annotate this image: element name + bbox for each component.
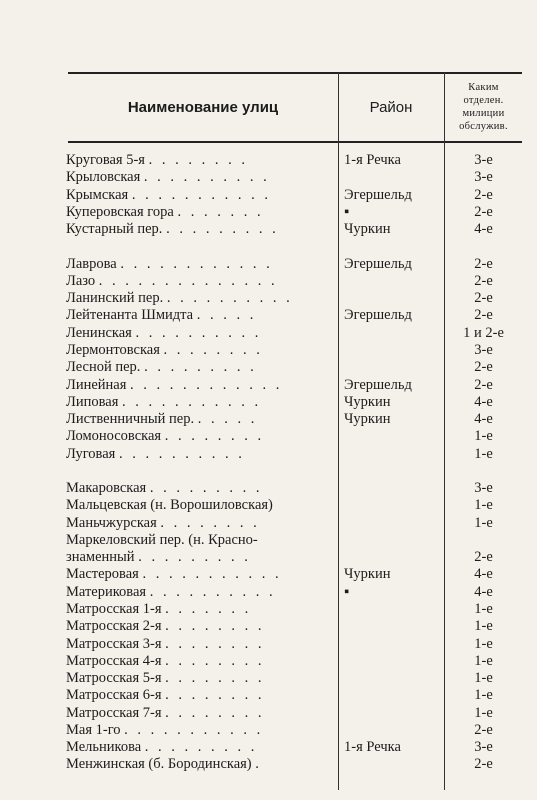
police-station-cell: 2-е bbox=[474, 186, 493, 203]
table-row bbox=[0, 653, 537, 670]
street-name bbox=[66, 325, 334, 342]
column-header-street-name: Наименование улиц bbox=[127, 98, 279, 116]
police-header-line: Каким bbox=[468, 82, 499, 93]
street-name bbox=[66, 601, 334, 618]
street-name-text: Куперовская гора bbox=[66, 203, 174, 220]
street-name-text: Лесной пер. bbox=[66, 359, 141, 376]
police-station-cell: 4-е bbox=[474, 221, 493, 238]
leader-dots: . . . . . . . . bbox=[165, 670, 265, 687]
street-name-text: Маркеловский пер. (н. Красно- bbox=[66, 531, 258, 548]
district-cell: Эгершельд bbox=[344, 186, 412, 203]
street-name bbox=[66, 497, 334, 514]
leader-dots: . . . . . . . . bbox=[165, 618, 265, 635]
police-station-cell: 2-е bbox=[474, 376, 493, 393]
table-row bbox=[0, 497, 537, 514]
street-name-text: Линейная bbox=[66, 376, 127, 393]
street-name-text: Крымская bbox=[66, 186, 129, 203]
street-name bbox=[66, 221, 334, 238]
police-station-cell: 1-е bbox=[474, 428, 493, 445]
district-cell: Эгершельд bbox=[344, 307, 412, 324]
leader-dots: . bbox=[255, 756, 262, 773]
leader-dots: . . . . . . . . . . . . bbox=[130, 376, 283, 393]
police-station-cell: 3-е bbox=[474, 169, 493, 186]
police-station-cell: 2-е bbox=[474, 549, 493, 566]
table-row bbox=[0, 394, 537, 411]
table-row bbox=[0, 256, 537, 273]
street-name-text: Круговая 5-я bbox=[66, 152, 145, 168]
leader-dots: . . . . . . . . . . . bbox=[142, 566, 282, 583]
street-name bbox=[66, 739, 334, 756]
table-row bbox=[0, 566, 537, 583]
table-row bbox=[0, 238, 537, 255]
table-row bbox=[0, 169, 537, 186]
police-station-cell: 2-е bbox=[474, 721, 493, 738]
police-station-cell: 4-е bbox=[474, 566, 493, 583]
street-name bbox=[66, 152, 334, 169]
street-name bbox=[66, 636, 334, 653]
leader-dots: . . . . . . . . . . bbox=[143, 169, 270, 186]
table-row bbox=[0, 722, 537, 739]
street-name bbox=[66, 290, 334, 307]
district-cell: 1-я Речка bbox=[344, 152, 401, 168]
street-name-text: Матросская 6-я bbox=[66, 687, 162, 704]
street-name bbox=[66, 515, 334, 532]
street-name-text: Ланинский пер. bbox=[66, 290, 164, 307]
leader-dots: . . . . . . . . bbox=[165, 704, 265, 721]
street-name-text: Мельникова bbox=[66, 739, 142, 756]
leader-dots: . . . . . . . . bbox=[163, 341, 263, 358]
leader-dots: . . . . . . . . . . . bbox=[124, 721, 264, 738]
police-station-cell: 1-е bbox=[474, 670, 493, 687]
police-station-cell: 3-е bbox=[474, 739, 493, 756]
column-header-police-station bbox=[445, 72, 522, 142]
police-station-cell: 1-е bbox=[474, 704, 493, 721]
district-cell: Чуркин bbox=[344, 411, 391, 428]
street-name bbox=[66, 273, 334, 290]
street-name bbox=[66, 169, 334, 186]
street-name-text: Лермонтовская bbox=[66, 341, 160, 358]
police-station-cell: 4-е bbox=[474, 583, 493, 600]
street-name bbox=[66, 653, 334, 670]
leader-dots: . . . . . . . . bbox=[165, 687, 265, 704]
street-name bbox=[66, 359, 334, 376]
table-row bbox=[0, 687, 537, 704]
police-station-cell: 2-е bbox=[474, 255, 493, 272]
street-name bbox=[66, 446, 334, 463]
street-name-text: Матросская 4-я bbox=[66, 652, 162, 669]
street-name bbox=[66, 480, 334, 497]
street-name-text: Матросская 3-я bbox=[66, 635, 162, 652]
leader-dots: . . . . . . . . . bbox=[166, 221, 279, 238]
table-row bbox=[0, 636, 537, 653]
table-row bbox=[0, 705, 537, 722]
street-name-text: Мальцевская (н. Ворошиловская) bbox=[66, 497, 273, 514]
table-row bbox=[0, 446, 537, 463]
street-name bbox=[66, 670, 334, 687]
leader-dots: . . . . . . . . bbox=[165, 652, 265, 669]
street-name bbox=[66, 532, 334, 549]
leader-dots: . . . . . . . . . . bbox=[149, 583, 276, 600]
street-name bbox=[66, 584, 334, 601]
street-name-text: Липовая bbox=[66, 393, 119, 410]
district-cell: Эгершельд bbox=[344, 376, 412, 393]
street-name-text: Луговая bbox=[66, 445, 116, 462]
street-name-text: Макаровская bbox=[66, 480, 147, 497]
street-name-text: Лейтенанта Шмидта bbox=[66, 307, 194, 324]
street-name bbox=[66, 618, 334, 635]
street-name-text: Лаврова bbox=[66, 255, 117, 272]
table-row bbox=[0, 549, 537, 566]
leader-dots: . . . . . bbox=[196, 307, 257, 324]
leader-dots: . . . . . . . . bbox=[160, 514, 260, 531]
column-header-district: Район bbox=[369, 98, 413, 116]
leader-dots: . . . . . . . bbox=[165, 601, 252, 618]
street-name bbox=[66, 705, 334, 722]
police-station-cell: 2-е bbox=[474, 307, 493, 324]
street-name-text: Крыловская bbox=[66, 169, 141, 186]
leader-dots: . . . . . . . . . . . bbox=[122, 393, 262, 410]
police-station-cell: 1-е bbox=[474, 445, 493, 462]
police-station-cell: 2-е bbox=[474, 756, 493, 773]
street-name-text: Матросская 5-я bbox=[66, 670, 162, 687]
street-name bbox=[66, 307, 334, 324]
street-name-text: знаменный bbox=[66, 549, 135, 566]
street-name bbox=[66, 342, 334, 359]
leader-dots: . . . . . . . . . . bbox=[118, 445, 245, 462]
table-row bbox=[0, 152, 537, 169]
table-row bbox=[0, 480, 537, 497]
street-name bbox=[66, 256, 334, 273]
table-row bbox=[0, 221, 537, 238]
police-station-cell: 3-е bbox=[474, 341, 493, 358]
street-name-text: Менжинская (б. Бородинская) bbox=[66, 756, 252, 773]
table-row bbox=[0, 273, 537, 290]
street-name bbox=[66, 187, 334, 204]
table-row bbox=[0, 377, 537, 394]
police-station-cell: 2-е bbox=[474, 203, 493, 220]
district-cell: Чуркин bbox=[344, 221, 391, 238]
street-name bbox=[66, 687, 334, 704]
police-header-line: милиции bbox=[462, 108, 505, 119]
district-cell: ▪ bbox=[344, 203, 350, 220]
table-row bbox=[0, 532, 537, 549]
district-cell: 1-я Речка bbox=[344, 739, 401, 756]
district-cell: Эгершельд bbox=[344, 255, 412, 272]
leader-dots: . . . . . . . . . . . bbox=[131, 186, 271, 203]
police-header-line: обслужив. bbox=[459, 121, 508, 132]
street-name bbox=[66, 756, 334, 773]
table-row bbox=[0, 187, 537, 204]
police-header-line: отделен. bbox=[463, 95, 504, 106]
street-name bbox=[66, 428, 334, 445]
street-name-text: Ломоносовская bbox=[66, 428, 162, 445]
table-row bbox=[0, 411, 537, 428]
police-station-cell: 1-е bbox=[474, 618, 493, 635]
police-station-cell: 1-е bbox=[474, 514, 493, 531]
street-name bbox=[66, 549, 334, 566]
table-row bbox=[0, 584, 537, 601]
street-name-text: Мастеровая bbox=[66, 566, 139, 583]
table-row bbox=[0, 618, 537, 635]
street-name bbox=[66, 566, 334, 583]
street-name-text: Материковая bbox=[66, 583, 147, 600]
police-station-cell: 1-е bbox=[474, 635, 493, 652]
street-name bbox=[66, 204, 334, 221]
leader-dots: . . . . . . . . bbox=[148, 152, 248, 168]
table-row bbox=[0, 756, 537, 773]
police-station-cell: 4-е bbox=[474, 411, 493, 428]
street-name-text: Матросская 7-я bbox=[66, 704, 162, 721]
police-station-cell: 1-е bbox=[474, 687, 493, 704]
table-row bbox=[0, 428, 537, 445]
police-station-cell: 1-е bbox=[474, 652, 493, 669]
table-row bbox=[0, 670, 537, 687]
street-name bbox=[66, 411, 334, 428]
police-station-cell: 4-е bbox=[474, 393, 493, 410]
leader-dots: . . . . . . . . . . . . bbox=[120, 255, 273, 272]
leader-dots: . . . . . . . . bbox=[164, 428, 265, 445]
table-row bbox=[0, 463, 537, 480]
street-name-text: Ленинская bbox=[66, 324, 132, 341]
district-cell: Чуркин bbox=[344, 393, 391, 410]
police-station-cell: 2-е bbox=[474, 272, 493, 289]
leader-dots: . . . . . . . . . bbox=[138, 549, 251, 566]
street-name bbox=[66, 722, 334, 739]
leader-dots: . . . . . . . bbox=[177, 203, 264, 220]
police-station-cell: 3-е bbox=[474, 480, 493, 497]
leader-dots: . . . . . . . . bbox=[165, 635, 265, 652]
table-row bbox=[0, 739, 537, 756]
leader-dots: . . . . . bbox=[197, 411, 258, 428]
street-name-text: Мая 1-го bbox=[66, 721, 121, 738]
street-name-text: Лиственничный пер. bbox=[66, 411, 195, 428]
district-cell: Чуркин bbox=[344, 566, 391, 583]
table-row bbox=[0, 325, 537, 342]
police-station-cell: 1-е bbox=[474, 601, 493, 618]
street-name-text: Кустарный пер. bbox=[66, 221, 163, 238]
leader-dots: . . . . . . . . . . bbox=[166, 290, 293, 307]
street-name bbox=[66, 377, 334, 394]
police-station-cell: 1 и 2-е bbox=[463, 324, 504, 341]
leader-dots: . . . . . . . . . . bbox=[135, 324, 262, 341]
police-station-cell: 3-е bbox=[474, 152, 493, 168]
leader-dots: . . . . . . . . . bbox=[144, 359, 257, 376]
leader-dots: . . . . . . . . . bbox=[149, 480, 263, 497]
police-station-cell: 2-е bbox=[474, 290, 493, 307]
police-station-cell: 1-е bbox=[474, 497, 493, 514]
police-station-cell: 2-е bbox=[474, 359, 493, 376]
leader-dots: . . . . . . . . . . . . . . bbox=[98, 272, 278, 289]
table-row bbox=[0, 342, 537, 359]
street-name-text: Маньчжурская bbox=[66, 514, 157, 531]
table-row bbox=[0, 290, 537, 307]
street-name-text: Матросская 2-я bbox=[66, 618, 162, 635]
table-row bbox=[0, 204, 537, 221]
table-row bbox=[0, 515, 537, 532]
table-row bbox=[0, 601, 537, 618]
street-name bbox=[66, 394, 334, 411]
street-name-text: Лазо bbox=[66, 272, 96, 289]
table-row bbox=[0, 307, 537, 324]
leader-dots: . . . . . . . . . bbox=[144, 739, 258, 756]
table-row bbox=[0, 359, 537, 376]
district-cell: ▪ bbox=[344, 583, 350, 600]
street-name-text: Матросская 1-я bbox=[66, 601, 162, 618]
